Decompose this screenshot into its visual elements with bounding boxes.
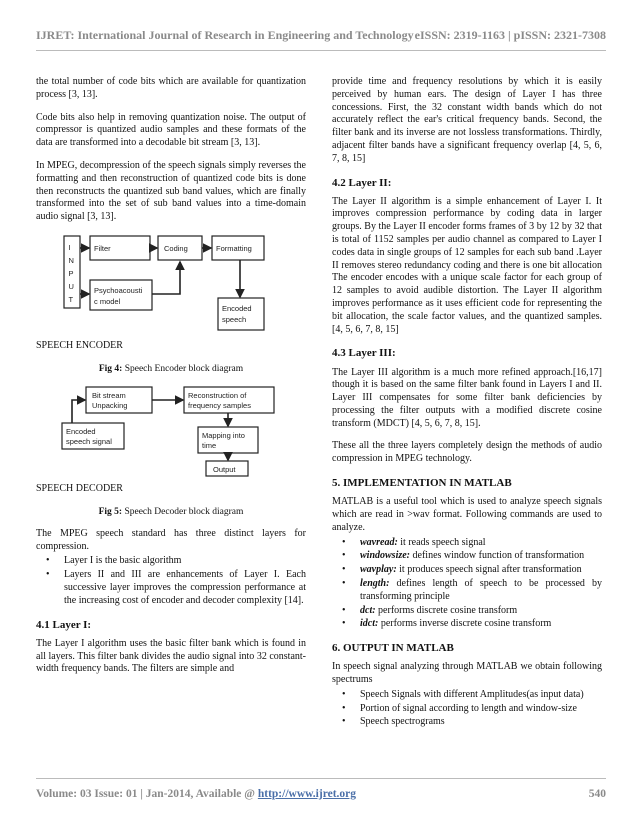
command-description: defines length of speech to be processed by transforming principle — [360, 577, 602, 602]
list-item — [332, 550, 602, 563]
paragraph: The Layer II algorithm is a simple enhancement of Layer I. It improves compression performance by coding data in larger groups. By the Layer II encoder forms frames of 3 by 12 by 32 that is total of 1152 samples per audio channel as compared to Layer I codes data in single groups of 12 samples for each sub band .Layer II removes stereo redundancy coding and there is one bit allocation The encoder encodes with a unique scale factor for each group of 12 samples to avoid audible distortion. The Layer II algorithm improves performance as it uses efficient code for representing the bit allocation, the scale factor values, and the quantized samples. [4, 5, 6, 7, 8, 15] — [332, 195, 602, 335]
input-letter: P — [68, 268, 74, 278]
header-rule — [36, 50, 606, 51]
encoded-speech-line2: speech — [222, 314, 247, 324]
psychoacoustic-block-line2: c model — [94, 296, 121, 306]
footer-volume — [36, 788, 356, 808]
figure-5-text: Speech Decoder block diagram — [122, 506, 244, 517]
paragraph: In MPEG, decompression of the speech signals simply reverses the formatting and then reconstruction of quantized code bits is done then reconstructs the quantized sub band values, which are finally transformed into the set of sub band values into a time-domain audio signal [3, 13]. — [36, 159, 306, 223]
command-name: length: — [360, 577, 390, 589]
section-heading-4-1: 4.1 Layer I: — [36, 618, 92, 631]
section-heading-5: 5. IMPLEMENTATION IN MATLAB — [332, 477, 512, 490]
command-name: windowsize: — [360, 550, 411, 562]
figure-5-caption — [36, 506, 306, 518]
reconstruction-block-line1: Reconstruction of — [188, 390, 247, 400]
section-heading-6: 6. OUTPUT IN MATLAB — [332, 642, 454, 655]
bitstream-block-line1: Bit stream — [92, 390, 126, 400]
command-description: defines window function of transformation — [410, 550, 585, 562]
command-name: wavplay: — [360, 564, 397, 576]
input-letter: T — [68, 294, 74, 304]
mapping-block-line1: Mapping into — [202, 430, 245, 440]
list-item — [332, 578, 602, 604]
paragraph: The MPEG speech standard has three distinct layers for compression. — [36, 527, 306, 552]
list-item: • Speech spectrograms — [332, 716, 602, 729]
layer-list — [36, 555, 306, 607]
paragraph: The Layer III algorithm is a much more refined approach.[16,17] though it is based on the same filter bank found in Layers I and II. Layer III compensates for some filter bank deficiencies by processing the filter outputs with a modified discrete cosine transform (MDCT) [4, 5, 6, 7, 8, 15]. — [332, 366, 602, 429]
page-number: 540 — [588, 788, 606, 800]
list-item: • Layer I is the basic algorithm — [36, 555, 306, 568]
input-letter: I — [68, 242, 71, 252]
speech-decoder-diagram — [36, 385, 306, 477]
list-item: • Layers II and III are enhancements of Layer I. Each successive layer improves the compression performance at the increasing cost of encoder and decoder complexity [14]. — [36, 569, 306, 607]
reconstruction-block-line2: frequency samples — [188, 400, 251, 410]
encoded-speech-line1: Encoded — [222, 303, 252, 313]
paragraph: MATLAB is a useful tool which is used to analyze speech signals which are read in >wav format. Following commands are used to analyze. — [332, 496, 602, 533]
list-item: • Speech Signals with different Amplitudes(as input data) — [332, 689, 602, 702]
journal-title: IJRET: International Journal of Research in Engineering and Technology — [36, 28, 414, 42]
section-heading-4-3: 4.3 Layer III: — [332, 347, 396, 360]
page-header — [36, 28, 606, 48]
list-item — [332, 618, 602, 631]
decoder-label: SPEECH DECODER — [36, 482, 123, 494]
page-footer — [36, 788, 606, 808]
right-column — [332, 76, 602, 739]
coding-block: Coding — [164, 243, 188, 253]
figure-4-caption — [36, 363, 306, 375]
paragraph: The Layer I algorithm uses the basic filter bank which is found in all layers. This filter bank divides the audio signal into 32 constant-width frequency bands. The filters are simple and — [36, 637, 306, 675]
list-item — [332, 605, 602, 618]
input-letter: N — [68, 255, 74, 265]
output-list — [332, 689, 602, 729]
command-description: it produces speech signal after transformation — [396, 564, 582, 576]
left-column — [36, 76, 306, 686]
list-item — [332, 564, 602, 577]
mapping-block-line2: time — [202, 440, 217, 450]
volume-text: Volume: 03 Issue: 01 | Jan-2014, Available @ — [36, 788, 258, 800]
figure-4-text: Speech Encoder block diagram — [122, 363, 244, 374]
section-heading-4-2: 4.2 Layer II: — [332, 176, 392, 189]
command-description: performs inverse discrete cosine transform — [378, 618, 552, 630]
command-description: performs discrete cosine transform — [375, 604, 518, 616]
command-name: dct: — [360, 604, 376, 616]
bitstream-block-line2: Unpacking — [92, 400, 128, 410]
formatting-block: Formatting — [216, 243, 252, 253]
list-item — [332, 537, 602, 550]
footer-rule — [36, 778, 606, 779]
command-name: idct: — [360, 618, 379, 630]
figure-4-number: Fig 4: — [98, 363, 123, 374]
matlab-command-list — [332, 537, 602, 632]
command-name: wavread: — [360, 536, 398, 548]
output-block: Output — [213, 464, 236, 474]
paragraph: These all the three layers completely design the methods of audio compression in MPEG technology. — [332, 440, 602, 465]
paragraph: In speech signal analyzing through MATLAB we obtain following spectrums — [332, 661, 602, 685]
psychoacoustic-block-line1: Psychoacousti — [94, 285, 143, 295]
encoded-signal-line1: Encoded — [66, 426, 96, 436]
figure-5-number: Fig 5: — [98, 506, 123, 517]
input-letter: U — [68, 281, 74, 291]
encoded-signal-line2: speech signal — [66, 436, 112, 446]
paragraph: the total number of code bits which are available for quantization process [3, 13]. — [36, 76, 306, 100]
speech-encoder-diagram — [36, 234, 306, 334]
paragraph: provide time and frequency resolutions by which it is easily perceived by human ears. The design of Layer I has three concessions. First, the 32 constant width bands which do not accurately reflect the ear's critical frequency bands. Second, the filter bank and its inverse are not lossless transformations. Thirdly, adjacent filter bands have a significant frequency overlap [4, 5, 6, 7, 8, 15] — [332, 76, 602, 164]
paragraph: Code bits also help in removing quantization noise. The output of compressor is quantized audio samples and these formats of the data are transformed into a decodable bit stream [3, 13]. — [36, 111, 306, 149]
command-description: it reads speech signal — [397, 536, 486, 548]
list-item: • Portion of signal according to length and window-size — [332, 703, 602, 716]
encoder-label: SPEECH ENCODER — [36, 339, 123, 351]
journal-url-link[interactable]: http://www.ijret.org — [257, 788, 357, 800]
filter-block: Filter — [94, 243, 111, 253]
issn: eISSN: 2319-1163 | pISSN: 2321-7308 — [414, 28, 606, 42]
